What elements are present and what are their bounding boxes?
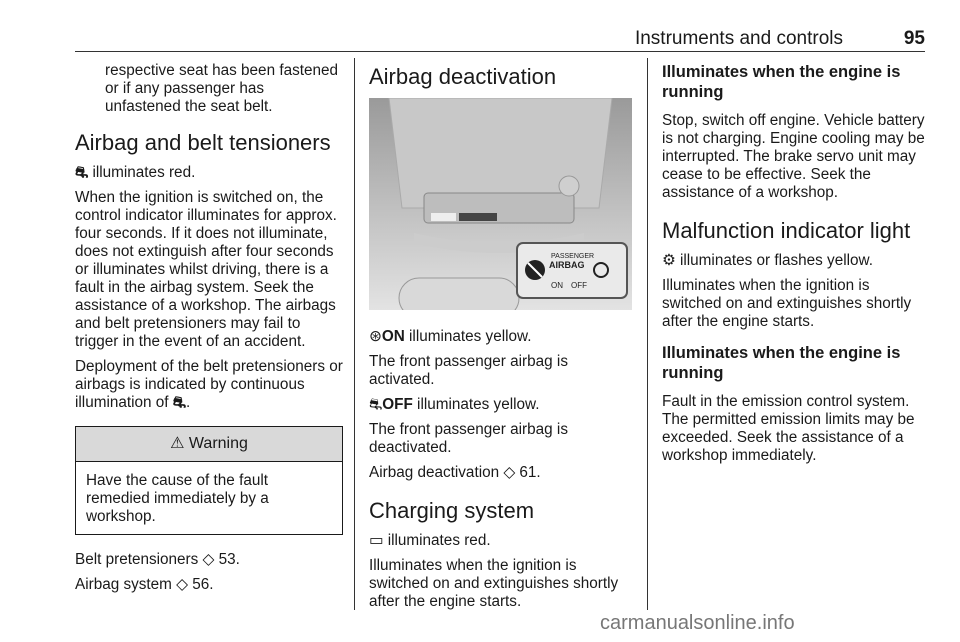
subheading-engine-running-2: Illuminates when the engine is running <box>662 344 901 382</box>
airbag-on-desc: The front passenger airbag is activated. <box>369 353 568 388</box>
warning-box <box>75 426 343 535</box>
airbag-para-2: Deployment of the belt pretensioners or airbags is indicated by continuous illumination of ⛐. <box>75 358 343 411</box>
airbag-indicator-line: ⛐ illuminates red. <box>75 164 196 181</box>
charging-line: ▭ illuminates red. <box>369 532 491 549</box>
column-divider <box>354 58 355 610</box>
column-divider <box>647 58 648 610</box>
airbag-para-1: When the ignition is switched on, the control indicator illuminates for approx. four seconds. If it does not illuminate, does not extinguish after four seconds or illuminates whilst driving, there is a fault in the airbag system. Seek the assistance of a workshop. The airbags and belt pretensioners may fail to trigger in the event of an accident. <box>75 189 337 350</box>
page-ref-icon: ◇ <box>503 464 516 481</box>
battery-icon: ▭ <box>369 532 384 549</box>
charging-desc: Illuminates when the ignition is switched on and extinguishes shortly after the engine starts. <box>369 557 619 610</box>
airbag-on-line: ⊛ON illuminates yellow. <box>369 328 532 345</box>
intro-text: respective seat has been fastened or if any passenger has unfastened the seat belt. <box>105 62 339 115</box>
mil-heading: Malfunction indicator light <box>662 218 911 243</box>
header-divider <box>75 51 925 52</box>
column-1 <box>75 62 343 601</box>
charging-heading: Charging system <box>369 498 535 523</box>
mil-line: ⚙ illuminates or flashes yellow. <box>662 252 873 269</box>
airbag-on-icon: ⊛ <box>369 328 382 345</box>
mil-desc: Illuminates when the ignition is switched on and extinguishes shortly after the engine starts. <box>662 277 912 330</box>
page-ref-icon: ◇ <box>176 576 188 593</box>
page-ref-icon: ◇ <box>202 551 215 568</box>
warning-triangle-icon: ⚠ <box>170 435 185 452</box>
airbag-off-line: ⛐OFF illuminates yellow. <box>369 396 540 413</box>
airbag-warning-icon: ⛐ <box>75 164 89 181</box>
photo-label-passenger: PASSENGER <box>551 253 595 260</box>
airbag-off-icon: ⛐ <box>369 396 383 413</box>
airbag-off-desc: The front passenger airbag is deactivated. <box>369 421 568 456</box>
column-3 <box>662 62 930 472</box>
warning-text: Have the cause of the fault remedied immediately by a workshop. <box>86 472 269 525</box>
ref-belt-pretensioners[interactable]: Belt pretensioners ◇ 53. <box>75 551 240 568</box>
photo-label-airbag: AIRBAG <box>549 260 585 270</box>
ref-airbag-system[interactable]: Airbag system ◇ 56. <box>75 576 214 593</box>
airbag-warning-icon: ⛐ <box>172 394 186 411</box>
ref-airbag-deactivation[interactable]: Airbag deactivation ◇ 61. <box>369 464 541 481</box>
warning-header: ⚠ Warning <box>76 427 342 462</box>
column-2 <box>369 62 633 618</box>
airbag-heading: Airbag and belt tensioners <box>75 130 331 155</box>
photo-label-off: OFF <box>571 281 587 290</box>
photo-label-on: ON <box>551 281 563 290</box>
airbag-switch-photo <box>369 98 632 310</box>
section-title: Instruments and controls <box>634 28 843 49</box>
watermark: carmanualsonline.info <box>600 612 795 634</box>
airbag-deactivation-heading: Airbag deactivation <box>369 64 557 89</box>
engine-running-text-1: Stop, switch off engine. Vehicle battery is not charging. Engine cooling may be interrupted. The brake servo unit may cease to be effective. Seek the assistance of a workshop. <box>662 112 925 201</box>
engine-icon: ⚙ <box>662 252 676 269</box>
engine-running-text-2: Fault in the emission control system. The permitted emission limits may be exceeded. Seek the assistance of a workshop immediately. <box>662 393 915 464</box>
page-number: 95 <box>903 28 925 49</box>
photo-illustration <box>369 98 632 310</box>
page-header <box>75 26 925 52</box>
subheading-engine-running-1: Illuminates when the engine is running <box>662 63 901 101</box>
